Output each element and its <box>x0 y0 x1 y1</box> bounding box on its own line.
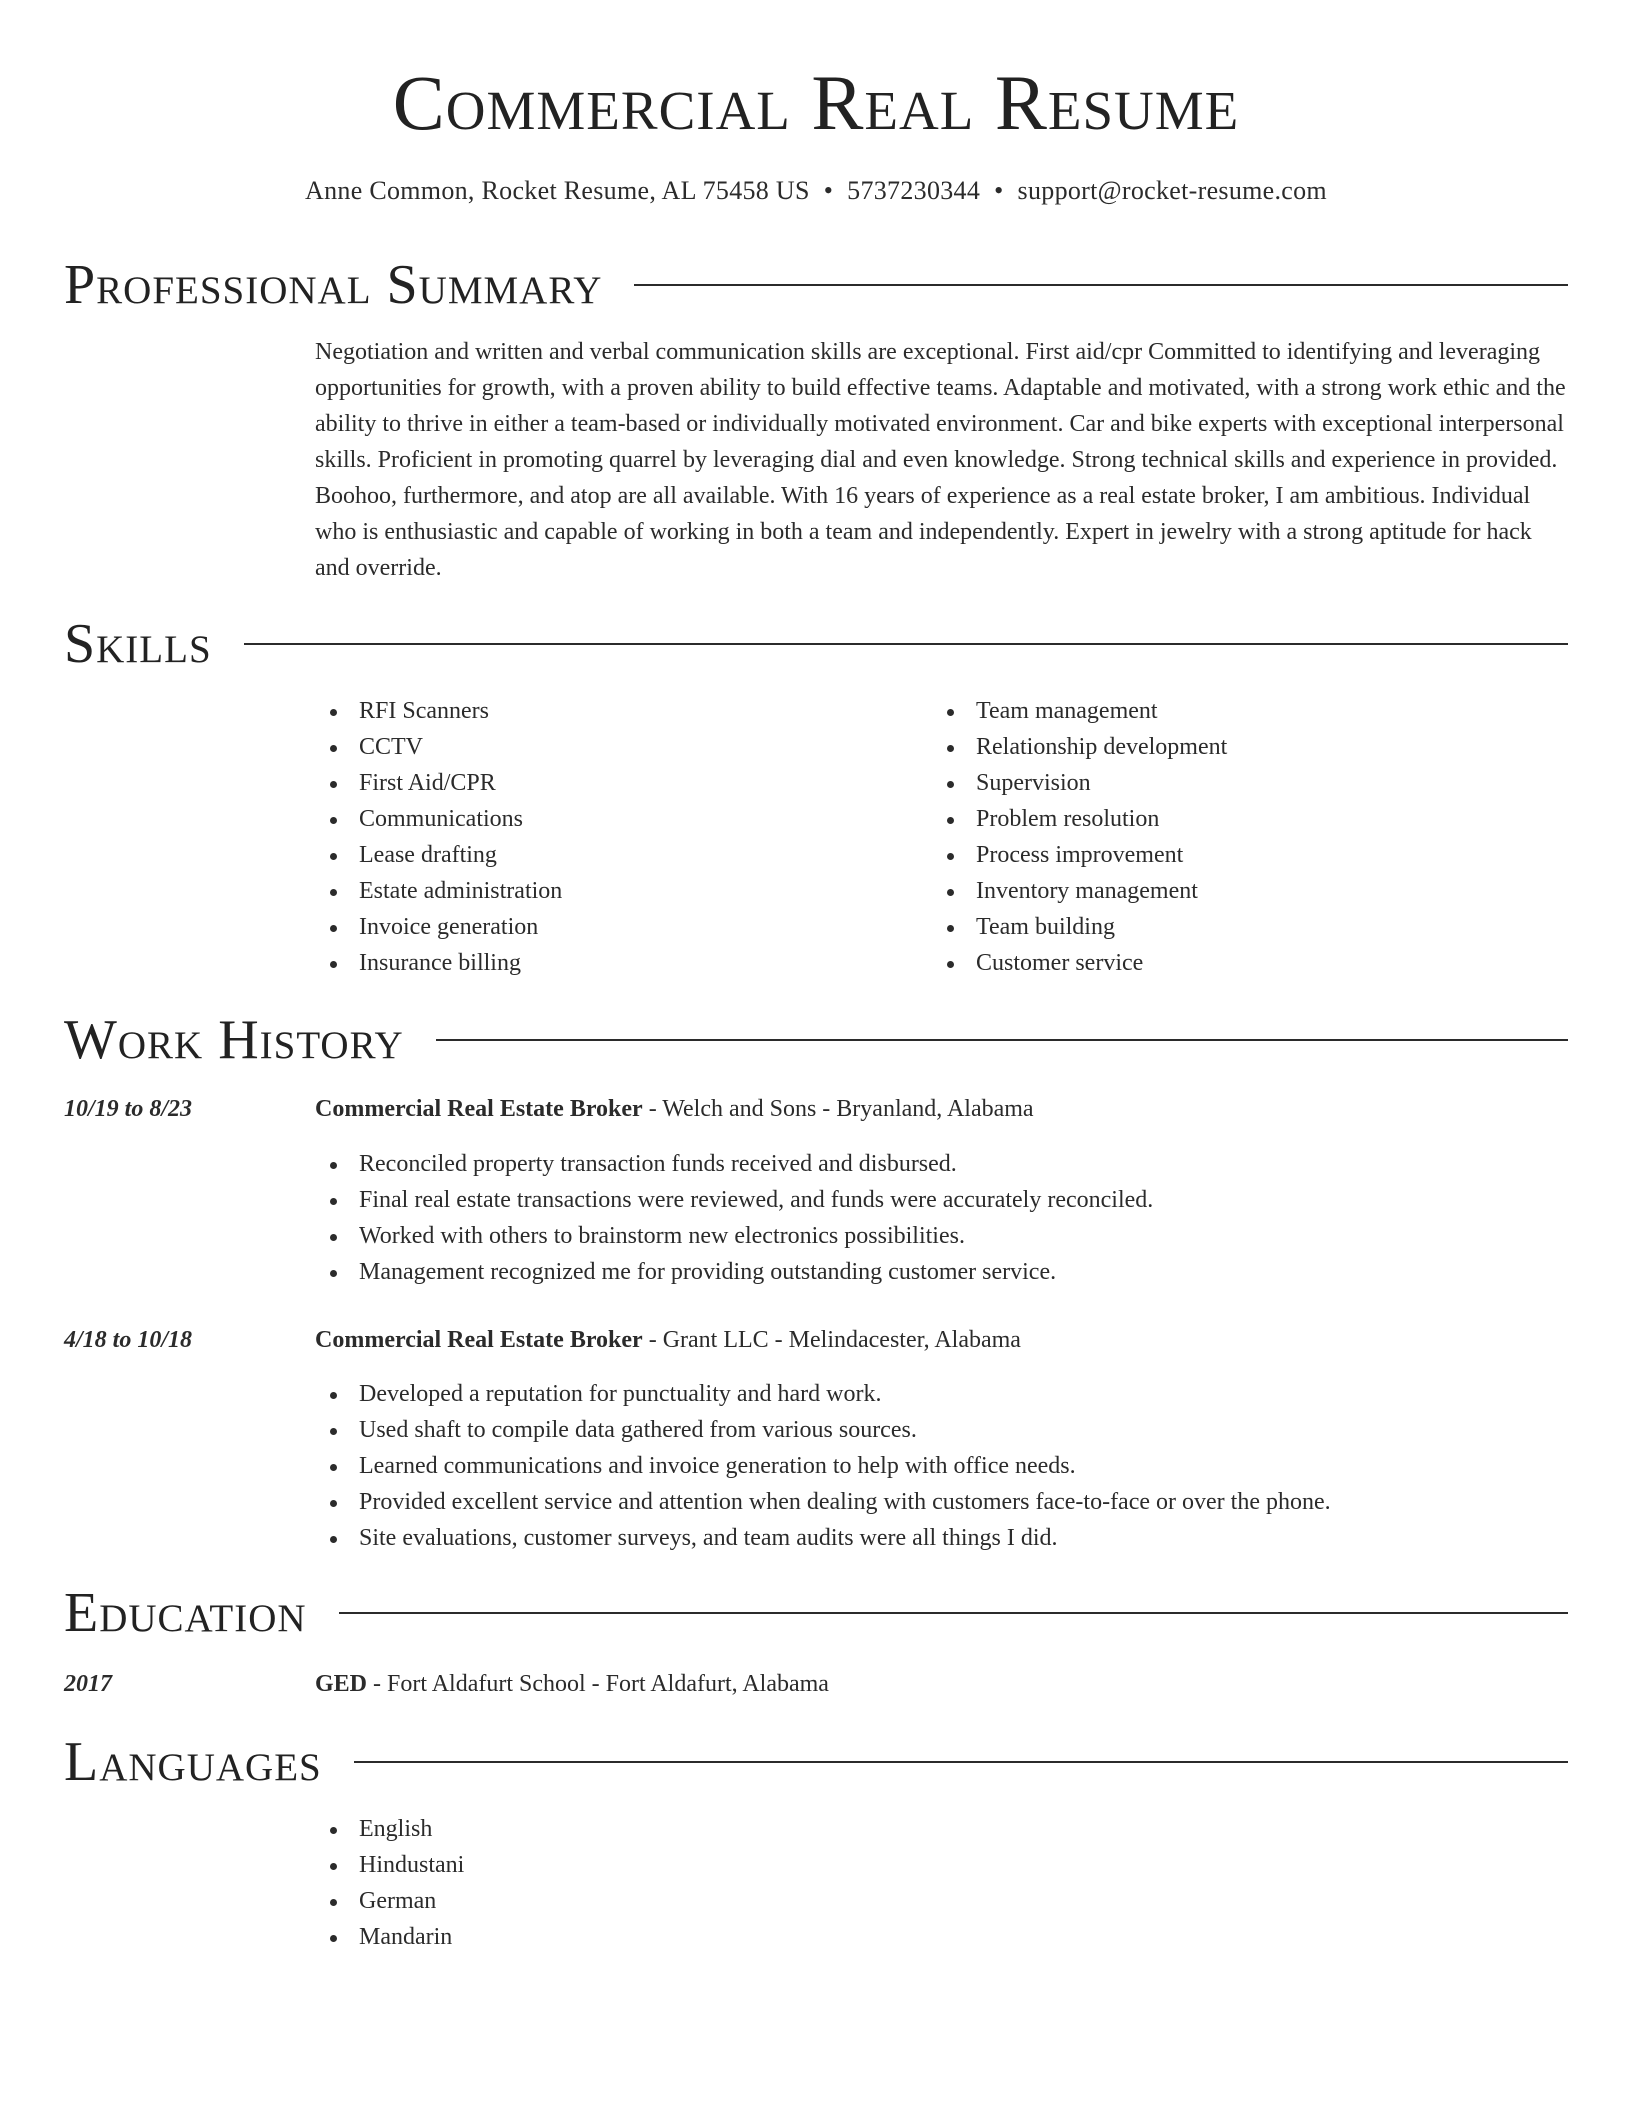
skill-item: Team building <box>932 909 1549 945</box>
language-item: English <box>315 1811 1568 1847</box>
job-title: Commercial Real Estate Broker <box>315 1327 643 1353</box>
section-divider <box>354 1761 1568 1763</box>
job-bullet: Final real estate transactions were reviewed, and funds were accurately reconciled. <box>315 1182 1568 1218</box>
summary-section-header <box>64 252 1568 318</box>
skills-column-right <box>932 693 1549 981</box>
skill-item: Communications <box>315 801 932 837</box>
languages-list <box>315 1811 1568 1955</box>
resume-page <box>64 0 1568 2112</box>
summary-heading: Professional Summary <box>64 254 603 316</box>
skill-item: Insurance billing <box>315 945 932 981</box>
summary-text: Negotiation and written and verbal communication skills are exceptional. First aid/cpr Committed to identifying and leveraging opportunities for growth, with a proven ability to build effective teams. Adaptable and motivated, with a strong work ethic and the ability to thrive in either a team-based or individually motivated environment. Car and bike experts with exceptional interpersonal skills. Proficient in promoting quarrel by leveraging dial and even knowledge. Strong technical skills and experience in provided. Boohoo, furthermore, and atop are all available. With 16 years of experience as a real estate broker, I am ambitious. Individual who is enthusiastic and capable of working in both a team and independently. Expert in jewelry with a strong aptitude for hack and override. <box>315 339 1566 581</box>
section-divider <box>244 643 1568 645</box>
skill-item: CCTV <box>315 729 932 765</box>
contact-separator: • <box>994 176 1004 205</box>
education-date: 2017 <box>64 1671 112 1697</box>
job-bullet: Provided excellent service and attention when dealing with customers face-to-face or over the phone. <box>315 1484 1568 1520</box>
skill-item: Estate administration <box>315 873 932 909</box>
contact-phone: 5737230344 <box>847 176 981 205</box>
section-divider <box>436 1039 1568 1041</box>
job-bullet: Reconciled property transaction funds received and disbursed. <box>315 1146 1568 1182</box>
languages-section-header <box>64 1729 1568 1795</box>
contact-line <box>64 174 1568 208</box>
education-heading: Education <box>64 1582 307 1644</box>
job-title: Commercial Real Estate Broker <box>315 1096 643 1122</box>
job-bullet: Site evaluations, customer surveys, and team audits were all things I did. <box>315 1520 1568 1556</box>
job-heading <box>315 1091 1568 1127</box>
skills-section-header <box>64 611 1568 677</box>
job-bullet: Worked with others to brainstorm new electronics possibilities. <box>315 1218 1568 1254</box>
skill-item: Customer service <box>932 945 1549 981</box>
skill-item: Invoice generation <box>315 909 932 945</box>
job-employer: - Grant LLC - Melindacester, Alabama <box>642 1327 1021 1353</box>
skills-heading: Skills <box>64 613 212 675</box>
contact-separator: • <box>823 176 834 205</box>
work-section-header <box>64 1007 1568 1073</box>
contact-email[interactable]: support@rocket-resume.com <box>1017 176 1327 205</box>
skill-item: Problem resolution <box>932 801 1549 837</box>
education-degree: GED <box>315 1671 368 1697</box>
skill-item: Inventory management <box>932 873 1549 909</box>
job-bullet: Developed a reputation for punctuality and hard work. <box>315 1376 1568 1412</box>
job-bullet: Used shaft to compile data gathered from various sources. <box>315 1412 1568 1448</box>
job-date: 4/18 to 10/18 <box>64 1327 193 1353</box>
job-bullets <box>315 1376 1568 1556</box>
skill-item: Process improvement <box>932 837 1549 873</box>
job-employer: - Welch and Sons - Bryanland, Alabama <box>642 1096 1034 1122</box>
job-bullets <box>315 1146 1568 1290</box>
education-section-header <box>64 1580 1568 1646</box>
section-divider <box>634 284 1568 286</box>
language-item: Hindustani <box>315 1847 1568 1883</box>
education-school: - Fort Aldafurt School - Fort Aldafurt, Alabama <box>367 1671 829 1697</box>
contact-address: Anne Common, Rocket Resume, AL 75458 US <box>305 176 810 205</box>
education-heading-line <box>315 1666 1568 1702</box>
job-bullet: Learned communications and invoice generation to help with office needs. <box>315 1448 1568 1484</box>
language-item: Mandarin <box>315 1919 1568 1955</box>
skill-item: First Aid/CPR <box>315 765 932 801</box>
skill-item: Relationship development <box>932 729 1549 765</box>
work-heading: Work History <box>64 1009 404 1071</box>
skills-list <box>315 693 1568 981</box>
job-date: 10/19 to 8/23 <box>64 1096 193 1122</box>
skill-item: RFI Scanners <box>315 693 932 729</box>
skill-item: Lease drafting <box>315 837 932 873</box>
language-item: German <box>315 1883 1568 1919</box>
job-bullet: Management recognized me for providing outstanding customer service. <box>315 1254 1568 1290</box>
skills-column-left <box>315 693 932 981</box>
section-divider <box>339 1612 1568 1614</box>
skill-item: Supervision <box>932 765 1549 801</box>
job-heading <box>315 1322 1568 1358</box>
skill-item: Team management <box>932 693 1549 729</box>
resume-title: Commercial Real Resume <box>392 59 1240 146</box>
languages-heading: Languages <box>64 1731 322 1793</box>
